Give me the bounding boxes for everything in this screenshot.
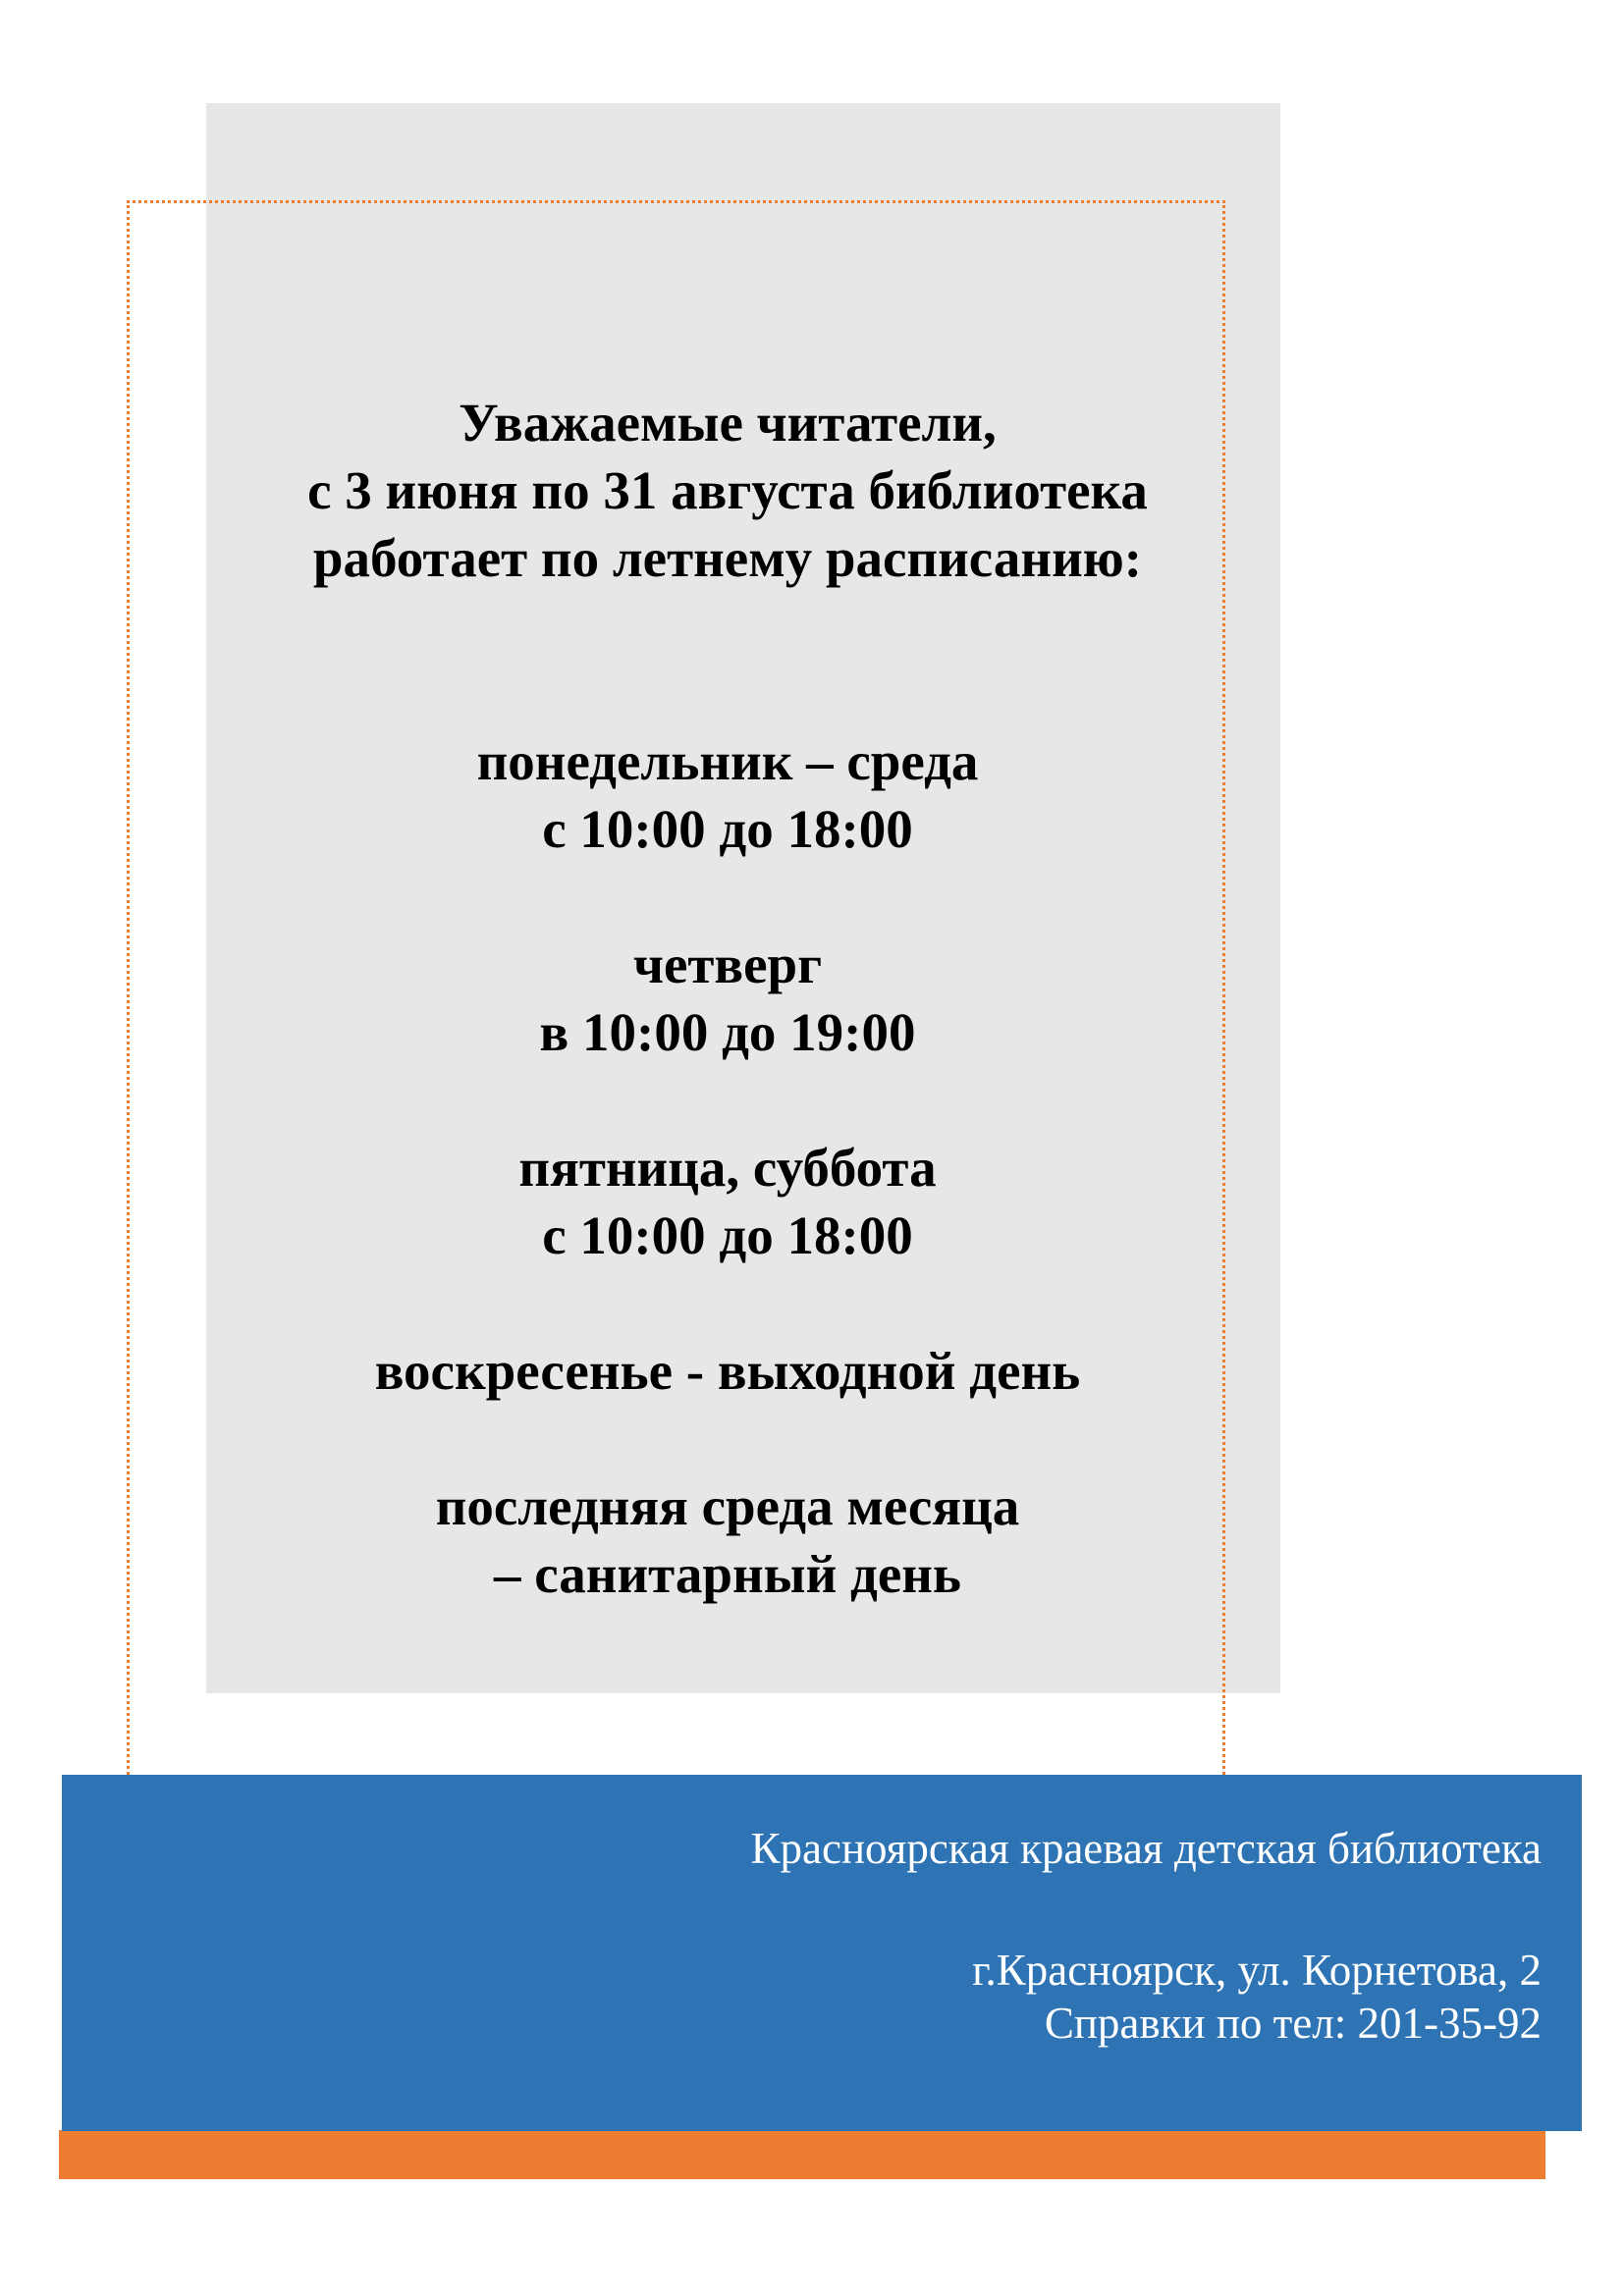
library-phone: Справки по тел: 201-35-92 xyxy=(1044,1999,1542,2048)
footer-orange-bar xyxy=(59,2130,1545,2179)
library-name: Красноярская краевая детская библиотека xyxy=(750,1824,1542,1873)
schedule-days: пятница, суббота xyxy=(518,1138,937,1198)
schedule-days: четверг xyxy=(632,934,823,994)
spacer xyxy=(206,863,1249,931)
day-off: воскресенье - выходной день xyxy=(374,1341,1081,1401)
schedule-hours: в 10:00 до 19:00 xyxy=(539,1002,916,1062)
footer-banner xyxy=(62,1775,1582,2131)
spacer xyxy=(206,1269,1249,1337)
library-address: г.Красноярск, ул. Корнетова, 2 xyxy=(972,1946,1542,1995)
spacer xyxy=(206,660,1249,727)
spacer xyxy=(206,1066,1249,1134)
spacer xyxy=(206,592,1249,660)
intro-line: работает по летнему расписанию: xyxy=(312,528,1143,588)
schedule-notice xyxy=(206,389,1249,1608)
intro-line: с 3 июня по 31 августа библиотека xyxy=(307,460,1148,520)
sanitary-day: последняя среда месяца xyxy=(435,1476,1020,1536)
schedule-hours: с 10:00 до 18:00 xyxy=(542,799,913,859)
sanitary-day: – санитарный день xyxy=(493,1544,962,1604)
spacer xyxy=(206,1405,1249,1472)
greeting: Уважаемые читатели, xyxy=(459,393,997,453)
schedule-hours: с 10:00 до 18:00 xyxy=(542,1205,913,1265)
schedule-days: понедельник – среда xyxy=(476,731,979,791)
